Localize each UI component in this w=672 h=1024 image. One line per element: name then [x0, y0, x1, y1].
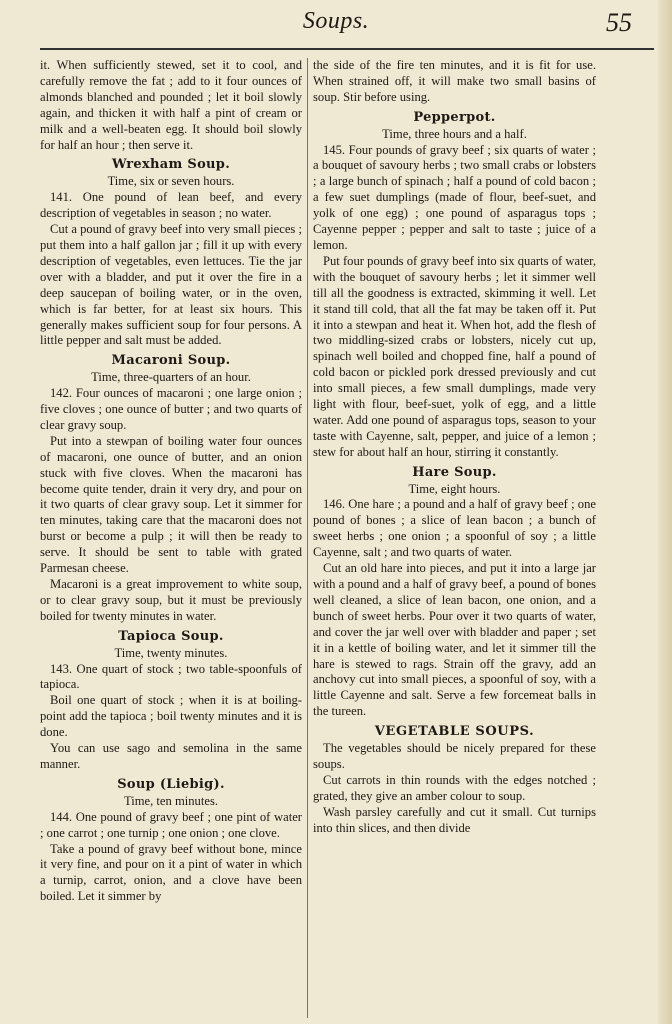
paragraph: Cut an old hare into pieces, and put it into a large jar with a pound and a half of gravy beef, a pound of bones well cleaned, a slice of lean bacon, one onion, and a bunch of sweet herbs. Pour over it two quarts of water, and cover the jar well over with bladder and paper ; set it in a kettle of boiling water, and let it simmer till the hare is stewed to rags. Strain off the gravy, add an anchovy cut into small pieces, a spoonful of soy, with a little Cayenne and salt. Serve a few forcemeat balls in the tureen.	[313, 561, 596, 719]
paragraph: it. When sufficiently stewed, set it to cool, and carefully remove the fat ; add to it four ounces of almonds blanched and pounded ; let it boil slowly again, and thicken it with half a pint of cream or milk and a well-beaten egg. It should boil slowly for half an hour ; then serve it.	[40, 58, 302, 152]
paragraph: The vegetables should be nicely prepared for these soups.	[313, 741, 596, 771]
cooking-time: Time, eight hours.	[408, 481, 501, 496]
recipe-heading-macaroni-soup: Macaroni Soup.	[111, 353, 231, 369]
paragraph: Cut a pound of gravy beef into very small pieces ; put them into a half gallon jar ; fill it up with every description of vegetables, even lettuces. Tie the jar over with a bladder, and put it over the fire in a deep saucepan of boiling water, or in the oven, which is far better, for at least six hours. This generally makes sufficient soup for four persons. A little pepper and salt must be added.	[40, 222, 302, 348]
recipe-heading-soup-liebig: Soup (Liebig).	[117, 776, 225, 792]
cooking-time: Time, three hours and a half.	[382, 126, 527, 141]
paragraph: the side of the fire ten minutes, and it is fit for use. When strained off, it will make two small basins of soup. Stir before using.	[313, 58, 596, 104]
cooking-time: Time, twenty minutes.	[114, 645, 228, 660]
running-title: Soups.	[302, 8, 370, 34]
paragraph: Wash parsley carefully and cut it small. Cut turnips into thin slices, and then divide	[313, 804, 596, 835]
cooking-time: Time, ten minutes.	[124, 793, 218, 808]
paragraph: 145. Four pounds of gravy beef ; six quarts of water ; a bouquet of savoury herbs ; two small crabs or lobsters ; a large bunch of spinach ; half a pound of cold bacon ; a few suet dumplings (made of flour, beef-suet, and yolk of one egg) ; one pound of asparagus tops ; Cayenne pepper ; pepper and salt to taste ; juice of a lemon.	[313, 142, 596, 252]
paragraph: 146. One hare ; a pound and a half of gravy beef ; one pound of bones ; a slice of lean bacon ; a bunch of sweet herbs ; one onion ; a spoonful of soy ; a little Cayenne, salt ; and two quarts of water.	[313, 497, 596, 560]
paragraph: Macaroni is a great improvement to white soup, or to clear gravy soup, but it must be previously boiled for twenty minutes in water.	[40, 577, 302, 623]
recipe-heading-hare-soup: Hare Soup.	[412, 464, 497, 480]
paragraph: Put four pounds of gravy beef into six quarts of water, with the bouquet of savoury herbs ; let it simmer well till all the goodness is extracted, skimming it well. Let it stand till cold, that all the fat may be taken off it. Put it into a stewpan and heat it. When hot, add the flesh of two middling-sized crabs or lobsters, nicely cut up, spinach well boiled and chopped fine, half a pound of cold bacon or pickled pork dressed previously and cut into small pieces, a few small dumplings, made very light with flour, beef-suet, yolk of egg, and a little water. Add one pound of asparagus tops, season to your taste with Cayenne, salt, pepper, and juice of a lemon ; stew for about half an hour, stirring it constantly.	[313, 253, 596, 459]
page-header	[0, 0, 672, 50]
column-divider	[307, 58, 308, 1018]
right-column	[313, 58, 596, 837]
paragraph: 142. Four ounces of macaroni ; one large onion ; five cloves ; one ounce of butter ; and two quarts of clear gravy soup.	[40, 386, 302, 432]
recipe-heading-tapioca-soup: Tapioca Soup.	[118, 628, 224, 644]
recipe-heading-wrexham-soup: Wrexham Soup.	[111, 157, 231, 173]
paragraph: Cut carrots in thin rounds with the edges notched ; grated, they give an amber colour to soup.	[313, 772, 596, 803]
recipe-heading-vegetable-soups: VEGETABLE SOUPS.	[374, 724, 535, 740]
cooking-time: Time, six or seven hours.	[107, 174, 235, 189]
paragraph: Put into a stewpan of boiling water four ounces of macaroni, one ounce of butter, and an onion stuck with five cloves. When the macaroni has become quite tender, drain it very dry, and pour on it two quarts of clear gravy soup. Let it simmer for ten minutes, taking care that the macaroni does not burst or become a pulp ; it will then be ready to serve. It should be sent to table with grated Parmesan cheese.	[40, 433, 302, 576]
paragraph: 141. One pound of lean beef, and every description of vegetables in season ; no water.	[40, 190, 302, 221]
cooking-time: Time, three-quarters of an hour.	[91, 370, 251, 385]
paragraph: Take a pound of gravy beef without bone, mince it very fine, and pour on it a pint of water in which a turnip, carrot, onion, and a clove have been boiled. Let it simmer by	[40, 841, 302, 904]
header-rule	[40, 48, 654, 50]
page-number: 55	[606, 8, 632, 37]
paragraph: You can use sago and semolina in the same manner.	[40, 741, 302, 771]
paragraph: 143. One quart of stock ; two table-spoonfuls of tapioca.	[40, 661, 302, 692]
page-edge	[658, 0, 672, 1024]
paragraph: 144. One pound of gravy beef ; one pint of water ; one carrot ; one turnip ; one onion ; one clove.	[40, 809, 302, 840]
left-column	[40, 58, 302, 905]
paragraph: Boil one quart of stock ; when it is at boiling-point add the tapioca ; boil twenty minutes and it is done.	[40, 693, 302, 740]
recipe-heading-pepperpot: Pepperpot.	[413, 109, 496, 125]
